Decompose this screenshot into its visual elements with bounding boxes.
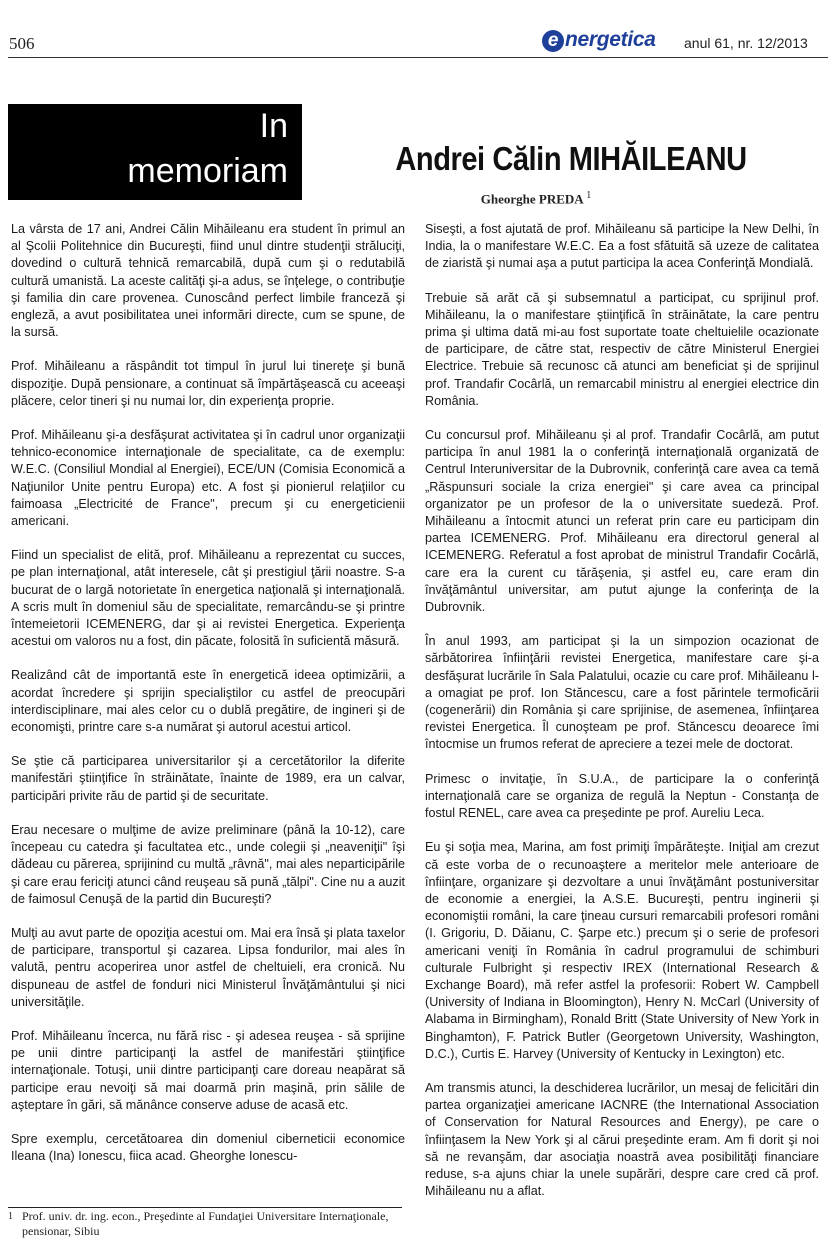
issue-label: anul 61, nr. 12/2013 (684, 35, 808, 51)
page-header (0, 0, 836, 58)
memoriam-line-2: memoriam (127, 152, 288, 190)
footnote-text: Prof. univ. dr. ing. econ., Preşedinte al Fundaţiei Universitare Internaţionale, pensionar, Sibiu (22, 1209, 389, 1238)
energetica-logo (542, 28, 656, 52)
paragraph: Primesc o invitaţie, în S.U.A., de participare la o conferinţă internaţională care se organiza de regulă la Neptun - Constanţa de fostul RENEL, care avea ca preşedinte pe prof. Aureliu Leca. (425, 771, 819, 821)
paragraph: Prof. Mihăileanu şi-a desfăşurat activitatea şi în cadrul unor organizaţii tehnico-economice internaţionale de specialitate, ca de exemplu: W.E.C. (Consiliul Mondial al Energiei), ECE/UN (Comisia Economică a Naţiunilor Unite pentru Europa) etc. A fost şi pionierul relaţiilor cu faimoasa „Electricité de France", precum şi cu energeticienii americani. (11, 428, 405, 529)
paragraph: Cu concursul prof. Mihăileanu şi al prof. Trandafir Cocârlă, am putut participa în anul 1981 la o conferinţă internaţională organizată de Centrul Interuniversitar de la Dubrovnik, conferinţă care avea ca temă „Răspunsuri sociale la criza energiei" şi care avea ca principal organizator pe un profesor de la o universitate suedeză. Prof. Mihăileanu a întocmit atunci un referat prin care eu participam din partea ICEMENERG. Prof. Mihăileanu era directorul general al ICEMENERG. Referatul a fost aprobat de ministrul Trandafir Cocârlă, care era la curent cu tărăşenia, şi astfel eu, care eram din învăţământul universitar, am putut ajunge la conferinţa de la Dubrovnik. (425, 428, 819, 615)
paragraph: Trebuie să arăt că şi subsemnatul a participat, cu sprijinul prof. Mihăileanu, la o manifestare ştiinţifică în străinătate, la care pentru prima şi ultima dată mi-au fost suportate toate cheltuielile ocazionate de participare, de către stat, respectiv de către Ministerul Energiei Electrice. Trebuie să recunosc că atunci am beneficiat şi de sprijinul prof. Trandafir Cocârlă, un remarcabil ministru al energiei electrice din România. (425, 290, 819, 408)
in-memoriam-banner (8, 104, 302, 200)
footnote-divider (8, 1207, 402, 1208)
footnote-number: 1 (8, 1211, 13, 1222)
author-footnote-mark: 1 (586, 190, 592, 201)
paragraph: Se ştie că participarea universitarilor şi a cercetătorilor la diferite manifestări ştiinţifice în străinătate, înainte de 1989, era un calvar, participări privite rău de partid şi de securitate. (11, 754, 405, 803)
paragraph: Realizând cât de importantă este în energetică ideea optimizării, a acordat încredere şi sprijin specialiştilor cu astfel de preocupări interdisciplinare, mai ales celor cu o dublă pregătire, de ingineri şi de economişti, printre care s-a numărat şi autorul acestui articol. (11, 668, 405, 735)
paragraph: Spre exemplu, cercetătoarea din domeniul ciberneticii economice Ileana (Ina) Ionescu, fiica acad. Gheorghe Ionescu- (11, 1131, 405, 1164)
paragraph: Eu şi soţia mea, Marina, am fost primiţi împărăteşte. Iniţial am crezut că este vorba de o recunoaştere a meritelor mele anterioare de înfiinţare, organizare şi dezvoltare a unui învăţământ postuniversitar de economie a energiei, la A.S.E. Bucureşti, pentru inginerii şi economiştii români, la care ţineau cursuri remarcabili profesori români (I. Grigoriu, D. Dăianu, C. Şarpe etc.) precum şi o serie de profesori americani veniţi în România în cadrul programului de schimburi culturale Fulbright şi respectiv IREX (International Research & Exchange Board), mă refer astfel la profesorii: Robert W. Campbell (University of Indiana in Bloomington), Henry N. McCarl (University of Alabama in Birmingham), Ronald Britt (State University of New York in Binghamton), F. Patrick Butler (Georgetown University, Washington, D.C.), Curtis E. Harvey (University of Kentucky in Lexington) etc. (425, 840, 819, 1061)
logo-text: nergetica (565, 28, 656, 51)
paragraph: Mulţi au avut parte de opoziţia acestui om. Mai era însă şi plata taxelor de participare, transportul şi cazarea. Lipsa fondurilor, mai ales în valută, pentru acoperirea unor astfel de cheltuieli, era cronică. Nu dispuneau de astfel de fonduri nici Ministerul Învăţământului şi nici universităţile. (11, 925, 405, 1009)
article-author (326, 190, 746, 207)
header-divider (8, 57, 828, 58)
memoriam-line-1: In (259, 107, 288, 145)
logo-initial: e (542, 30, 564, 52)
paragraph: Erau necesare o mulţime de avize preliminare (până la 10-12), care începeau cu catedra şi facultatea etc., unde colegii şi „neaveniţii" îşi dădeau cu părerea, sprijinind cu multă „râvnă", mai ales neparticipările şi care erau fericiţi atunci când reuşeau să pună „tălpi". Cine nu a auzit de faimosul Cenuşă de la partid din Bucureşti? (11, 822, 405, 906)
footnote (8, 1209, 402, 1239)
left-column (11, 221, 405, 1165)
article-title: Andrei Călin MIHĂILEANU (395, 140, 747, 177)
paragraph: Am transmis atunci, la deschiderea lucrărilor, un mesaj de felicitări din partea organizaţiei americane IACNRE (the International Association of Conservation for Natural Resources and Energy), pe care o înfiinţasem la New York şi al cărui preşedinte eram. Am fi dorit şi noi să ne revanşăm, dar asociaţia noastră avea posibilităţi financiare reduse, s-a ajuns chiar la unele supărări, despre care cred că prof. Mihăileanu nu a aflat. (425, 1080, 819, 1199)
paragraph: Fiind un specialist de elită, prof. Mihăileanu a reprezentat cu succes, pe plan internaţional, atât interesele, cât şi prestigiul ţării noastre. S-a bucurat de o largă notorietate în energetica naţională şi internaţională. A scris mult în domeniul său de specialitate, remarcându-se şi printre întemeietorii ICEMENERG, dar şi ai revistei Energetica. Experienţa acestui om valoros nu a fost, din păcate, folosită în suficientă măsură. (11, 548, 405, 649)
author-name: Gheorghe PREDA (480, 191, 583, 207)
paragraph: În anul 1993, am participat şi la un simpozion ocazionat de sărbătorirea înfiinţării revistei Energetica, manifestare care şi-a desfăşurat lucrările în Sala Palatului, ocazie cu care prof. Mihăileanu l-a omagiat pe prof. Ion Stăncescu, care a fost părintele termoficării (cogenerării) din România şi care sprijinise, de asemenea, înfiinţarea revistei Energetica. Îl cunoşteam pe prof. Stăncescu deoarece îmi întocmise un frumos referat de apreciere a tezei mele de doctorat. (425, 634, 819, 752)
paragraph: Prof. Mihăileanu a răspândit tot timpul în jurul lui tinereţe şi bună dispoziţie. După pensionare, a continuat să împărtăşească cu aceeaşi plăcere, celor tineri şi nu numai lor, din experienţa proprie. (11, 359, 405, 408)
paragraph: La vârsta de 17 ani, Andrei Călin Mihăileanu era student în primul an al Şcolii Politehnice din Bucureşti, fiind unul dintre studenţii străluciţi, dovedind o cultură tehnică remarcabilă, după cum şi o redutabilă cultură umanistă. La aceste calităţi şi-a adus, se înţelege, o contribuţie şi familia din care provenea. Cunoscând perfect limbile franceză şi engleză, a avut posibilitatea unei informări directe, cum se spune, de la sursă. (11, 222, 405, 340)
right-column (425, 221, 819, 1200)
paragraph: Prof. Mihăileanu încerca, nu fără risc - şi adesea reuşea - să sprijine pe unii dintre participanţi la astfel de manifestări ştiinţifice internaţionale. Totuşi, unii dintre participanţi care doreau neapărat să participe erau nevoiţi să mai doarmă prin maşină, prin sălile de aşteptare în gări, să mănânce conserve aduse de acasă etc. (11, 1028, 405, 1112)
paragraph: Siseşti, a fost ajutată de prof. Mihăileanu să participe la New Delhi, în India, la o manifestare W.E.C. Ea a fost sfătuită să uzeze de calitatea de ziaristă şi numai aşa a putut participa la acea Conferinţă Mondială. (425, 222, 819, 271)
page-number: 506 (9, 34, 35, 53)
